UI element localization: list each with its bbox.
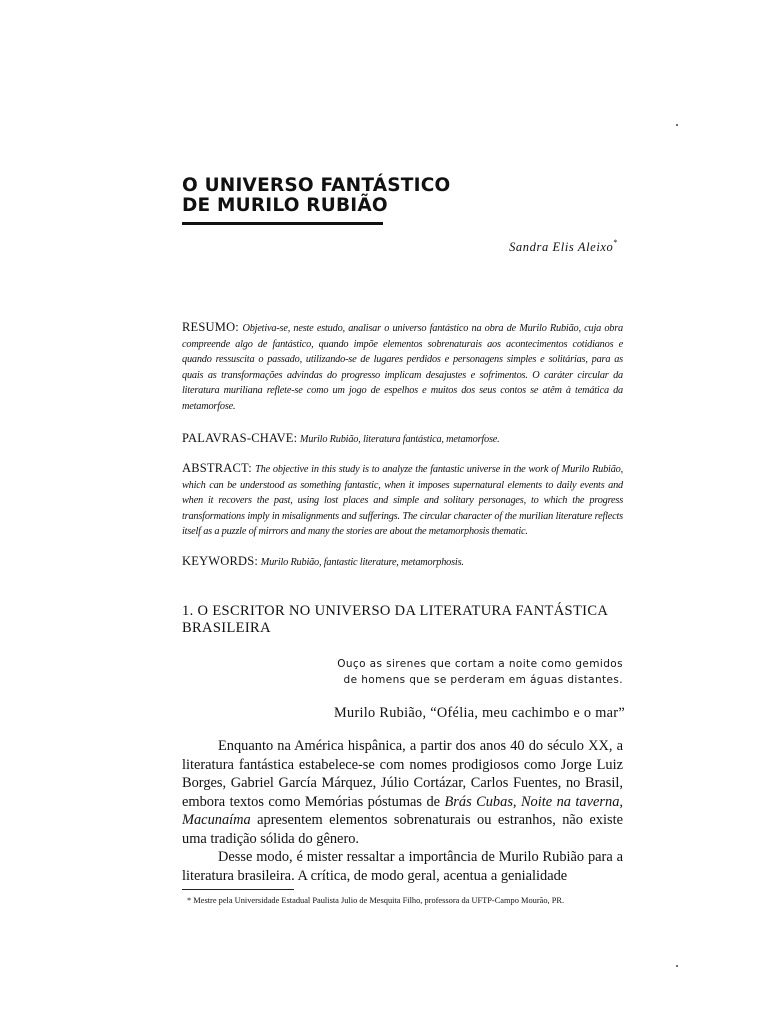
body-paragraph-1-end: apresentem elementos sobrenaturais ou estranhos, não existe uma tradição sólida do gênero. <box>182 812 623 847</box>
palavras-chave-paragraph <box>182 431 623 448</box>
keywords-label: KEYWORDS: <box>182 554 259 568</box>
footnote-rule <box>182 889 294 890</box>
footnote: * Mestre pela Universidade Estadual Paulista Julio de Mesquita Filho, professora da UFTP-Campo Mourão, PR. <box>187 896 565 905</box>
epigraph-line1: Ouço as sirenes que cortam a noite como gemidos <box>337 658 623 670</box>
body-paragraph-2: Desse modo, é mister ressaltar a importância de Murilo Rubião para a literatura brasileira. A crítica, de modo geral, acentua a genialidade <box>182 849 623 884</box>
keywords-paragraph <box>182 554 623 571</box>
keywords-text: Murilo Rubião, fantastic literature, metamorphosis. <box>260 557 464 568</box>
epigraph-line2: de homens que se perderam em águas distantes. <box>343 674 623 686</box>
section-heading-line1: 1. O ESCRITOR NO UNIVERSO DA LITERATURA FANTÁSTICA <box>182 603 609 619</box>
margin-dot-bottom <box>676 965 678 967</box>
body-paragraph-1 <box>182 737 623 848</box>
author-footnote-mark: * <box>613 238 618 247</box>
author-name: Sandra Elis Aleixo <box>509 240 614 254</box>
title-underline <box>182 222 383 225</box>
article-title-line2: DE MURILO RUBIÃO <box>182 195 388 216</box>
resumo-paragraph <box>182 320 623 414</box>
section-heading <box>182 603 627 636</box>
margin-dot-top <box>676 124 678 126</box>
abstract-text: The objective in this study is to analyze the fantastic universe in the work of Murilo Rubião, which can be understood as something fantastic, when it imposes supernatural elements to daily events and when it recovers the past, using lost places and simple and solitary personages, to which the progress transformations imply in misalignments and sufferings. The circular character of the murilian literature reflects itself as a puzzle of mirrors and many the stories are about the metamorphosis thematic. <box>182 464 623 537</box>
body-paragraph-1-start: Enquanto na América hispânica, a partir dos anos 40 do século XX, a literatura fantástica estabelece-se com nomes prodigiosos como Jorge Luiz Borges, Gabriel García Márquez, Júlio Cortázar, Carlos Fuentes, no Brasil, embora textos como Memórias póstumas de <box>182 738 623 810</box>
palavras-chave-text: Murilo Rubião, literatura fantástica, metamorfose. <box>299 434 500 445</box>
epigraph <box>337 656 623 688</box>
resumo-text: Objetiva-se, neste estudo, analisar o universo fantástico na obra de Murilo Rubião, cuja obra compreende algo de fantástico, quando impõe elementos sobrenaturais aos acontecimentos cotidianos e quando ressuscita o passado, utilizando-se de lugares perdidos e personagens simples e solitárias, para as quais as transformações advindas do progresso implicam desajustes e sofrimentos. O caráter circular da literatura muriliana reflete-se como um jogo de espelhos e muitos dos seus contos se atêm à temática da metamorfose. <box>182 323 624 412</box>
author-byline <box>509 238 618 255</box>
section-heading-line2: BRASILEIRA <box>182 619 271 636</box>
article-title <box>182 176 482 216</box>
article-title-line1: O UNIVERSO FANTÁSTICO <box>182 175 451 196</box>
resumo-label: RESUMO: <box>182 320 239 334</box>
palavras-chave-label: PALAVRAS-CHAVE: <box>182 431 298 445</box>
epigraph-attribution: Murilo Rubião, “Ofélia, meu cachimbo e o mar” <box>333 705 625 721</box>
abstract-paragraph <box>182 461 623 540</box>
body-text <box>182 737 623 885</box>
abstract-label: ABSTRACT: <box>182 461 252 475</box>
body-paragraph-1-titles: Brás Cubas, Noite na taverna, Macunaíma <box>182 793 623 828</box>
